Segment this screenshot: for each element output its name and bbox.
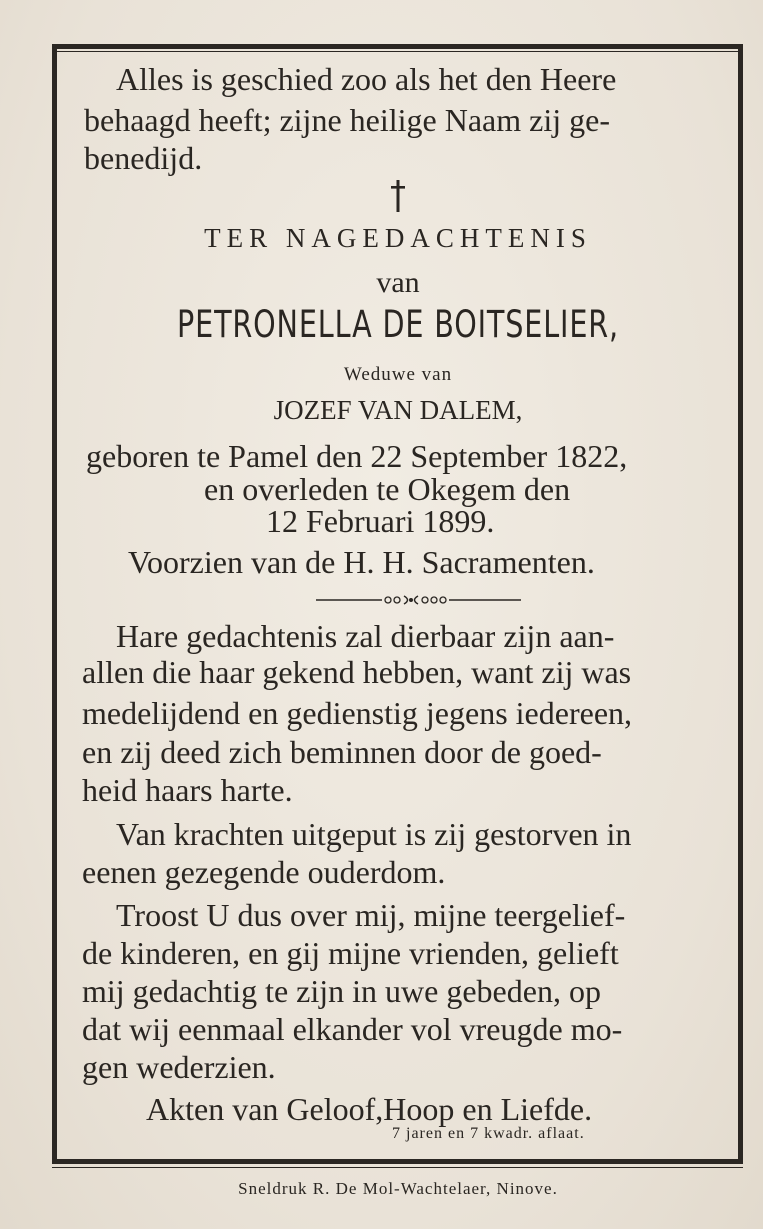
- spouse-name: JOZEF VAN DALEM,: [273, 395, 523, 425]
- van-label: van: [376, 266, 420, 299]
- paragraph-2-line-2: eenen gezegende ouderdom.: [82, 854, 446, 890]
- opening-line-1: Alles is geschied zoo als het den Heere: [116, 61, 617, 97]
- indulgence-line: 7 jaren en 7 kwadr. aflaat.: [392, 1125, 585, 1142]
- border-left: [52, 44, 57, 1164]
- cross-icon: [388, 178, 408, 214]
- dates-line-3: 12 Februari 1899.: [266, 503, 495, 539]
- paragraph-2-line-1: Van krachten uitgeput is zij gestorven in: [116, 816, 632, 852]
- paragraph-3-line-4: dat wij eenmaal elkander vol vreugde mo-: [82, 1011, 623, 1047]
- paragraph-1-line-2: allen die haar gekend hebben, want zij was: [82, 654, 632, 690]
- sacraments-line: Voorzien van de H. H. Sacramenten.: [128, 544, 595, 580]
- opening-line-2: behaagd heeft; zijne heilige Naam zij ge-: [84, 102, 610, 138]
- paragraph-3-line-1: Troost U dus over mij, mijne teergelief-: [116, 897, 626, 933]
- paragraph-3-line-3: mij gedachtig te zijn in uwe gebeden, op: [82, 973, 601, 1009]
- paragraph-1-line-5: heid haars harte.: [82, 772, 293, 808]
- dates-line-1: geboren te Pamel den 22 September 1822,: [86, 438, 628, 474]
- widow-of-label: Weduwe van: [343, 364, 453, 385]
- paragraph-1-line-4: en zij deed zich beminnen door de goed-: [82, 734, 602, 770]
- dates-line-2: en overleden te Okegem den: [204, 471, 571, 507]
- border-right: [738, 44, 743, 1164]
- paragraph-3-line-5: gen wederzien.: [82, 1049, 276, 1085]
- printer-credit: Sneldruk R. De Mol-Wachtelaer, Ninove.: [238, 1179, 558, 1198]
- heading: TER NAGEDACHTENIS: [204, 223, 592, 253]
- opening-line-3: benedijd.: [84, 140, 203, 176]
- border-bottom-thin: [52, 1167, 743, 1168]
- paragraph-1-line-1: Hare gedachtenis zal dierbaar zijn aan-: [116, 618, 615, 654]
- ornament-divider-icon: [316, 593, 526, 607]
- border-top-thin: [52, 51, 742, 52]
- border-bottom: [52, 1159, 743, 1164]
- border-top: [52, 44, 742, 49]
- acts-line: Akten van Geloof,Hoop en Liefde.: [146, 1091, 593, 1127]
- deceased-name: PETRONELLA DE BOITSELIER,: [177, 303, 619, 346]
- paragraph-1-line-3: medelijdend en gedienstig jegens iedereen,: [82, 695, 633, 731]
- paragraph-3-line-2: de kinderen, en gij mijne vrienden, gelieft: [82, 935, 619, 971]
